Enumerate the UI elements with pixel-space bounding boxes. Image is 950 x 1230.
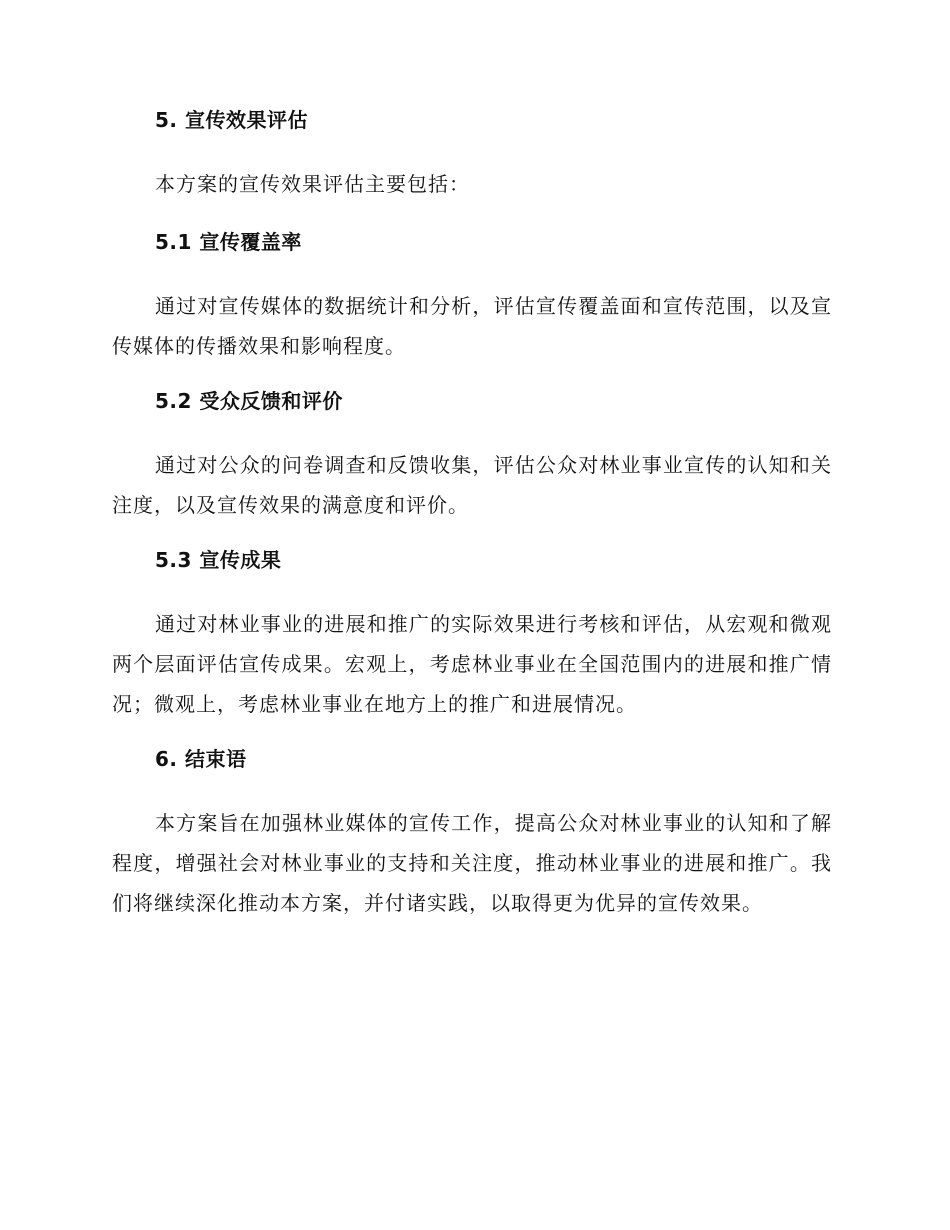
section-heading-5: 5. 宣传效果评估 — [155, 108, 308, 132]
section-heading-5-3: 5.3 宣传成果 — [155, 548, 282, 572]
paragraph-feedback: 通过对公众的问卷调查和反馈收集，评估公众对林业事业宣传的认知和关注度，以及宣传效果的满意度和评价。 — [112, 453, 832, 517]
section-heading-6: 6. 结束语 — [155, 747, 247, 771]
paragraph-conclusion: 本方案旨在加强林业媒体的宣传工作，提高公众对林业事业的认知和了解程度，增强社会对林业事业的支持和关注度，推动林业事业的进展和推广。我们将继续深化推动本方案，并付诸实践，以取得更为优异的宣传效果。 — [112, 811, 832, 915]
section-heading-5-1: 5.1 宣传覆盖率 — [155, 230, 302, 254]
paragraph-intro: 本方案的宣传效果评估主要包括： — [155, 172, 470, 196]
paragraph-coverage: 通过对宣传媒体的数据统计和分析，评估宣传覆盖面和宣传范围，以及宣传媒体的传播效果和影响程度。 — [112, 294, 832, 358]
document-page — [112, 105, 832, 943]
section-heading-5-2: 5.2 受众反馈和评价 — [155, 389, 343, 413]
paragraph-results: 通过对林业事业的进展和推广的实际效果进行考核和评估，从宏观和微观两个层面评估宣传成果。宏观上，考虑林业事业在全国范围内的进展和推广情况；微观上，考虑林业事业在地方上的推广和进展情况。 — [112, 612, 832, 716]
